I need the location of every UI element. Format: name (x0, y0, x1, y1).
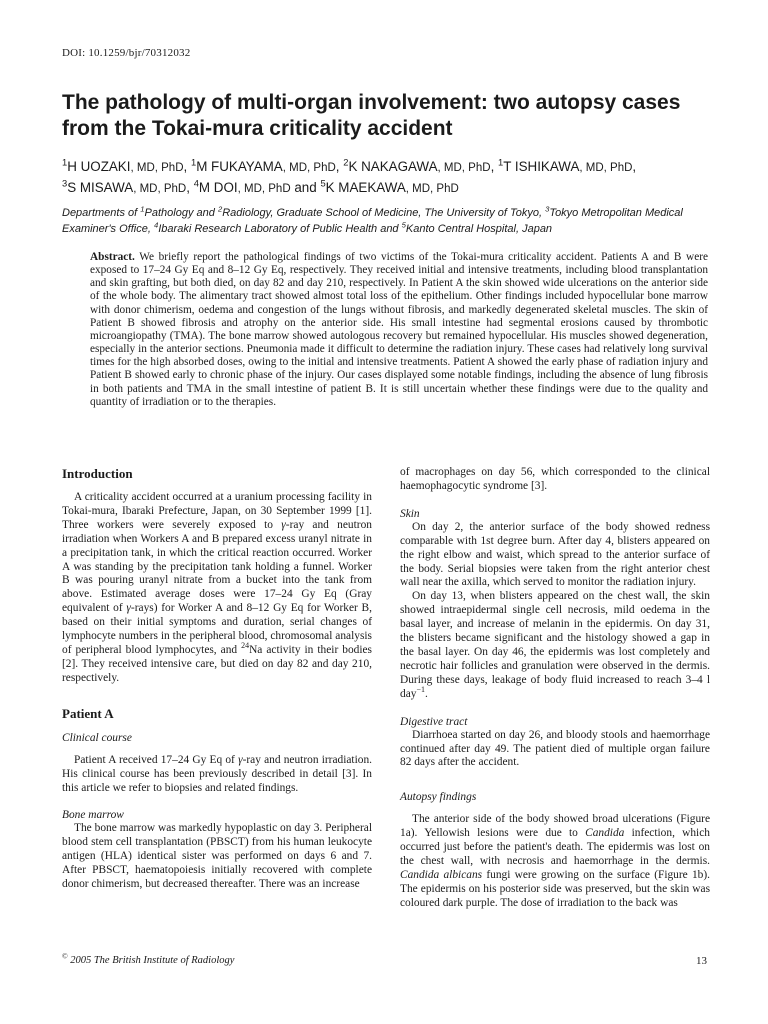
left-column (62, 466, 372, 892)
author-affiliation-marker: 4 (193, 178, 199, 189)
affiliation-1: Pathology and (144, 207, 215, 219)
author-degree: , MD, PhD (133, 183, 187, 195)
abstract (90, 251, 708, 409)
autopsy-paragraph: The anterior side of the body showed broad ulcerations (Figure 1a). Yellowish lesions were due to Candida infection, which occurred just before the patient's death. The epidermis was lost on the chest wall, with necrosis and haemorrhage in the dermis. Candida albicans fungi were growing on the surface (Figure 1b). The epidermis on his posterior side was preserved, but the skin was coloured dark purple. The dose of irradiation to the back was (400, 813, 711, 909)
author-degree: , MD, PhD (437, 162, 491, 174)
affiliation-4: Ibaraki Research Laboratory of Public Health and (158, 222, 399, 235)
author-degree: , MD, PhD (579, 162, 633, 174)
affiliation-2: Radiology, Graduate School of Medicine, The University of Tokyo, (222, 207, 543, 219)
author (62, 180, 186, 195)
clinical-course-paragraph: Patient A received 17–24 Gy Eq of γ-ray and neutron irradiation. His clinical course has been previously described in detail [3]. In this article we refer to biopsies and related findings. (62, 753, 372, 794)
right-column (400, 466, 710, 911)
author-affiliation-marker: 1 (190, 157, 197, 168)
affiliation-prefix: Departments of (62, 207, 138, 219)
page-number: 13 (696, 955, 707, 967)
skin-paragraph-1: On day 2, the anterior surface of the body showed redness comparable with 1st degree burn. After day 4, blisters appeared on the right elbow and waist, which spread to the anterior surface of the body. Serial biopsies were taken from the right anterior chest wall near the axilla, which served to monitor the radiation injury. (400, 520, 710, 589)
subheading-autopsy-findings: Autopsy findings (400, 791, 477, 804)
affiliations: Departments of $^1$Pathology and $^2$Radiology, Graduate School of Medicine, The University of Tokyo, $^3$Tokyo Metropolitan Medical Examiner's Office, $^4$Ibaraki Research Laboratory of Public Health and $^5$Kanto Central Hospital, Japan (62, 204, 683, 235)
author-list: $^1$H UOZAKI, MD, PhD, $^1$M FUKAYAMA, MD, PhD, $^2$K NAKAGAWA, MD, PhD, $^1$T ISHIKAWA, MD, PhD, $^3$S MISAWA, MD, PhD, $^4$M DOI, MD, PhD and $^5$K MAEKAWA, MD, PhD (62, 157, 637, 195)
author-name: M FUKAYAMA (196, 159, 283, 174)
author-affiliation-marker: 3 (62, 178, 68, 189)
bone-marrow-paragraph: The bone marrow was markedly hypoplastic on day 3. Peripheral blood stem cell transplantation (PBSCT) from his human leukocyte antigen (HLA) identical sister was performed on days 6 and 7. After PBSCT, haematopoiesis initially recovered with complete donor chimerism, but decreased thereafter. There was an increase (62, 822, 372, 891)
skin-paragraph-2: On day 13, when blisters appeared on the chest wall, the skin showed intraepidermal single cell necrosis, mild oedema in the basal layer, and increase of melanin in the epidermis. On day 31, the blisters became significant and the histology showed a gap in the basal layer. On day 46, the epidermis was lost completely and necrotic hair follicles and granulation were observed in the dermis. During these days, leakage of body fluid increased to reach 3–4 l day$^{-1}$. (400, 590, 710, 700)
abstract-label: Abstract. (90, 251, 135, 263)
introduction-paragraph: A criticality accident occurred at a uranium processing facility in Tokai-mura, Ibaraki Prefecture, Japan, on 30 September 1999 [1]. Three workers were severely exposed to γ-ray and neutron irradiation when Workers A and B prepared excess uranyl nitrate in a precipitation tank, in which the critical reaction occurred. Worker A was standing by the precipitation tank holding a funnel. Worker B was pouring uranyl nitrate from a bucket into the tank from above. Estimated average doses were 17–24 Gy Eq (Gray equivalent of γ-rays) for Worker A and 8–12 Gy Eq for Worker B, based on their initial symptoms and duration, serial changes of lymphocyte numbers in the peripheral blood, chromosomal analysis of peripheral blood lymphocytes, and $^{24}$Na activity in their bodies [2]. They received intensive care, but died on day 82 and day 210, respectively. (62, 491, 372, 684)
author-degree: , MD, PhD (405, 183, 459, 195)
author-affiliation-marker: 2 (343, 157, 349, 168)
author-name: H UOZAKI (67, 159, 131, 174)
copyright-symbol: © (62, 951, 68, 961)
author (498, 159, 632, 174)
subheading-digestive-tract: Digestive tract (400, 715, 468, 728)
subheading-skin: Skin (400, 507, 420, 520)
author (320, 180, 458, 195)
author (194, 180, 291, 195)
copyright-footer (62, 951, 235, 966)
doi-line: DOI: 10.1259/bjr/70312032 (62, 47, 191, 59)
copyright-text: 2005 The British Institute of Radiology (70, 955, 235, 966)
author-name: K NAKAGAWA (348, 159, 438, 174)
article-title: The pathology of multi-organ involvement: two autopsy cases from the Tokai-mura criticality accident (62, 91, 681, 140)
digestive-paragraph: Diarrhoea started on day 26, and bloody stools and haemorrhage continued after day 49. The patient died of multiple organ failure 82 days after the accident. (400, 728, 710, 769)
subheading-clinical-course: Clinical course (62, 731, 132, 744)
author-affiliation-marker: 5 (320, 178, 326, 189)
subheading-bone-marrow: Bone marrow (62, 809, 124, 822)
author-degree: , MD, PhD (237, 183, 291, 195)
continued-paragraph: of macrophages on day 56, which corresponded to the clinical haemophagocytic syndrome [3]. (400, 466, 710, 492)
affiliation-5: Kanto Central Hospital, Japan (405, 222, 553, 235)
author-affiliation-marker: 1 (498, 157, 504, 168)
section-heading-patient-a: Patient A (62, 705, 114, 721)
author-name: K MAEKAWA (325, 180, 406, 195)
abstract-text: We briefly report the pathological findings of two victims of the Tokai-mura criticality accident. Patients A and B were exposed to 17–24 Gy Eq and 8–12 Gy Eq, respectively. They received initial and intensive treatments, including blood transplantation and skin grafting, but both died, on day 82 and day 210, respectively. In Patient A the skin showed wide ulcerations on the anterior side of the whole body. The alimentary tract showed almost total loss of the epithelium. Other findings included hypocellular bone marrow with donor chimerism, oedema and congestion of the lungs without fibrosis, and markedly degenerated skeletal muscles. The skin of Patient B showed fibrosis and atrophy on the anterior side. His small intestine had segmental erosions caused by thrombotic microangiopathy (TMA). The bone marrow showed autologous recovery but remained hypocellular. His muscles showed degeneration, especially in the anterior sections. Pneumonia made it difficult to determine the radiation injury. These cases had relatively long survival times for the high absorbed doses, owing to the initial and intensive treatments. Patient A showed the early phase of radiation injury and Patient B showed early to chronic phase of the injury. Our cases displayed some notable findings, including the absence of lung fibrosis in both patients and TMA in the small intestine of patient B. It is still uncertain whether these findings were due to the quality and quantity of irradiation or to the therapies. (90, 251, 708, 408)
author (62, 159, 184, 174)
author-name: T ISHIKAWA (503, 159, 580, 174)
author-degree: , MD, PhD (130, 162, 184, 174)
author (343, 159, 490, 174)
author-name: S MISAWA (67, 180, 134, 195)
author-degree: , MD, PhD (282, 162, 336, 174)
author-affiliation-marker: 1 (62, 157, 68, 168)
author (191, 159, 336, 174)
section-heading-introduction: Introduction (62, 466, 133, 481)
author-name: M DOI (198, 180, 238, 195)
affiliation-3: Tokyo Metropolitan Medical Examiner's Office, (62, 207, 683, 235)
